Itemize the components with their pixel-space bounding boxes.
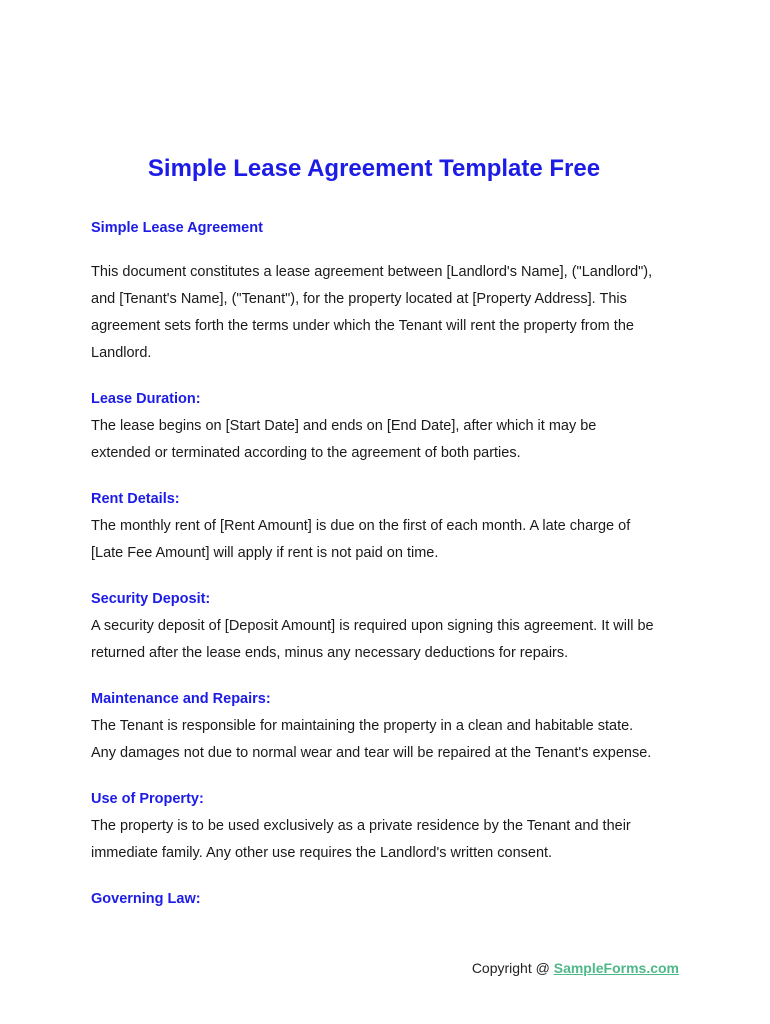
intro-line: and [Tenant's Name], ("Tenant"), for the property located at [Property Address]. This — [91, 291, 627, 307]
section-rent-details — [91, 486, 691, 567]
intro-line: This document constitutes a lease agreement between [Landlord's Name], ("Landlord"), — [91, 264, 653, 280]
section-line: The Tenant is responsible for maintaining the property in a clean and habitable state. — [91, 718, 634, 734]
section-line: immediate family. Any other use requires the Landlord's written consent. — [91, 845, 553, 861]
section-use-of-property — [91, 786, 691, 867]
brand-link[interactable]: SampleForms.com — [553, 960, 679, 976]
section-line: The lease begins on [Start Date] and ends on [End Date], after which it may be — [91, 418, 597, 434]
section-heading: Lease Duration: — [91, 391, 201, 407]
section-line: The property is to be used exclusively as a private residence by the Tenant and their — [91, 818, 631, 834]
intro-paragraph — [91, 259, 691, 367]
section-line: [Late Fee Amount] will apply if rent is not paid on time. — [91, 545, 439, 561]
section-heading: Rent Details: — [91, 491, 180, 507]
intro-line: Landlord. — [91, 345, 152, 361]
copyright-text: Copyright @ — [471, 960, 554, 976]
section-line: A security deposit of [Deposit Amount] is required upon signing this agreement. It will be — [91, 618, 654, 634]
intro-line: agreement sets forth the terms under which the Tenant will rent the property from the — [91, 318, 634, 334]
section-maintenance-repairs — [91, 686, 691, 767]
section-governing-law — [91, 886, 691, 913]
document-title: Simple Lease Agreement Template Free — [147, 155, 601, 182]
section-heading: Use of Property: — [91, 791, 204, 807]
intro-heading: Simple Lease Agreement — [91, 220, 263, 236]
section-heading: Maintenance and Repairs: — [91, 691, 271, 707]
document-body — [91, 215, 691, 913]
section-lease-duration — [91, 386, 691, 467]
section-heading: Security Deposit: — [91, 591, 211, 607]
section-line: The monthly rent of [Rent Amount] is due on the first of each month. A late charge of — [91, 518, 631, 534]
section-line: Any damages not due to normal wear and tear will be repaired at the Tenant's expense. — [91, 745, 652, 761]
section-line: extended or terminated according to the agreement of both parties. — [91, 445, 521, 461]
section-line: returned after the lease ends, minus any necessary deductions for repairs. — [91, 645, 569, 661]
section-heading: Governing Law: — [91, 891, 201, 907]
copyright-footer — [0, 956, 679, 980]
section-security-deposit — [91, 586, 691, 667]
